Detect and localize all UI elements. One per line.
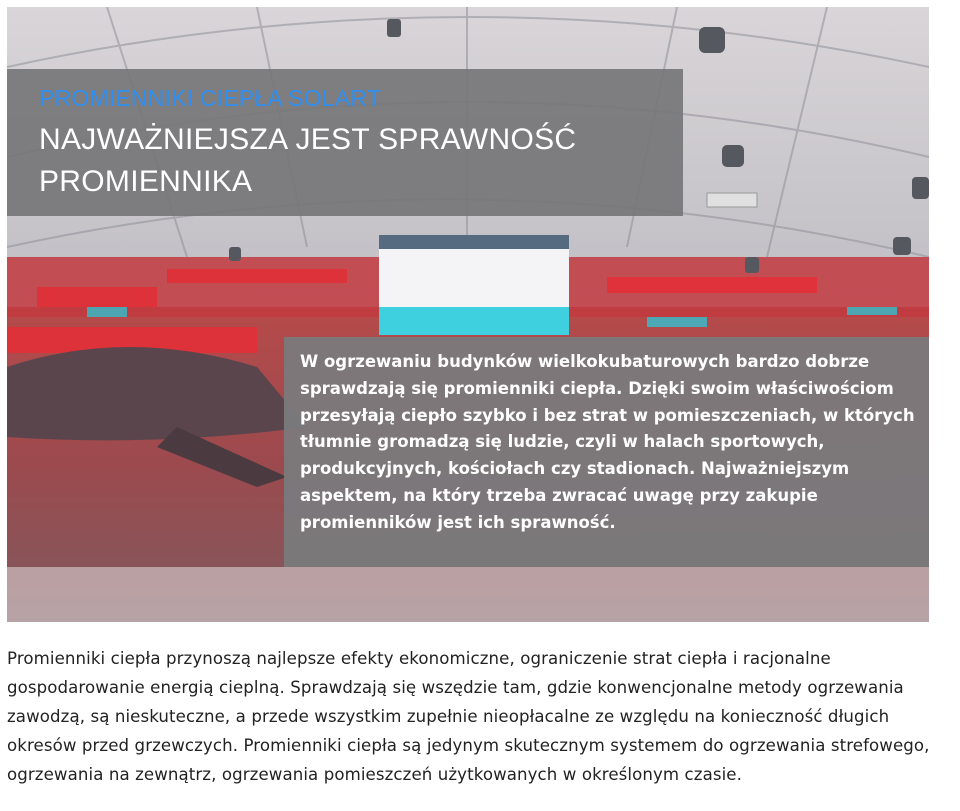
title-overlay	[7, 69, 683, 216]
kicker-heading: PROMIENNIKI CIEPŁA SOLART	[39, 85, 382, 111]
intro-overlay	[284, 337, 929, 567]
main-headline: NAJWAŻNIEJSZA JEST SPRAWNOŚĆ PROMIENNIKA	[39, 123, 577, 198]
body-paragraph: Promienniki ciepła przynoszą najlepsze efekty ekonomiczne, ograniczenie strat ciepła i racjonalne gospodarowanie energią cieplną. Sprawdzają się wszędzie tam, gdzie konwencjonalne metody ogrzewania zawodzą, są nieskuteczne, a przede wszystkim zupełnie nieopłacalne ze względu na konieczność długich okresów przed grzewczych. Promienniki ciepła są jedynym skutecznym systemem do ogrzewania strefowego, ogrzewania na zewnątrz, ogrzewania pomieszczeń użytkowanych w określonym czasie.	[7, 649, 930, 784]
intro-paragraph: W ogrzewaniu budynków wielkokubaturowych bardzo dobrze sprawdzają się promienniki ciepła. Dzięki swoim właściwościom przesyłają ciepło szybko i bez strat w pomieszczeniach, w których tłumnie gromadzą się ludzie, czyli w halach sportowych, produkcyjnych, kościołach czy stadionach. Najważniejszym aspektem, na który trzeba zwracać uwagę przy zakupie promienników jest ich sprawność.	[300, 352, 915, 532]
